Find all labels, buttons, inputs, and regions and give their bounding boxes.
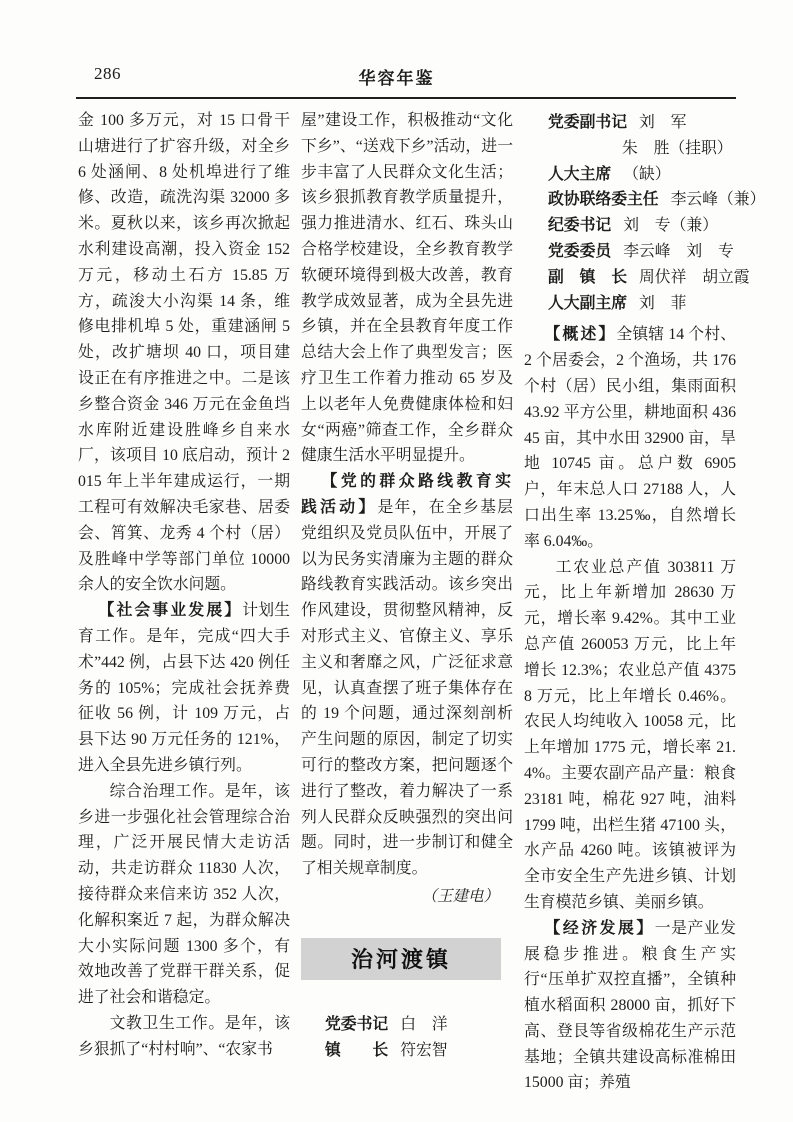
official-name: 刘 军 bbox=[639, 114, 687, 131]
official-name: 朱 胜（挂职） bbox=[622, 139, 733, 157]
official-title-label: 镇 长 bbox=[325, 1041, 389, 1059]
officials-list bbox=[301, 1012, 513, 1064]
official-title-label: 人大副主席 bbox=[548, 294, 627, 312]
column-2 bbox=[301, 108, 513, 1096]
official-title-label: 政协联络委主任 bbox=[548, 191, 659, 209]
section-heading-mass-line: 【党的群众路线教育实践活动】 bbox=[301, 473, 513, 516]
official-title-label: 副 镇 长 bbox=[548, 268, 627, 286]
official-title-label: 纪委书记 bbox=[548, 217, 612, 235]
official-name: 李云峰 刘 专 bbox=[623, 242, 734, 260]
body-paragraph: 屋”建设工作，积极推动“文化下乡”、“送戏下乡”活动，进一步丰富了人民群众文化生活；该乡狠抓教育教学质量提升，强力推进清水、红石、珠头山合格学校建设，全乡教育教学软硬环境得到极大改善，教育教学成效显著，成为全县先进乡镇，并在全县教育年度工作总结大会上作了典型发言；医疗卫生工作着力推动 65 岁及上以老年人免费健康体检和妇女“两癌”筛查工作，全乡群众健康生活水平明显提升。 bbox=[301, 112, 513, 465]
section-text: 全镇辖 14 个村、2 个居委会，2 个渔场，共 176 个村（居）民小组，集雨面积 43.92 平方公里，耕地面积 43645 亩，其中水田 32900 亩，旱地 10745 亩。总户数 6905 户，年末总人口 27188 人，人口出生率 13.25‰，自然增长率 6.04‰。 bbox=[524, 326, 736, 550]
official-name: 周伏祥 胡立霞 bbox=[639, 268, 750, 286]
official-title-label: 党委书记 bbox=[325, 1015, 389, 1033]
section-paragraph-overview bbox=[524, 322, 736, 554]
body-paragraph: 综合治理工作。是年，该乡进一步强化社会管理综合治理，广泛开展民情大走访活动，共走访群众 11830 人次，接待群众来信来访 352 人次，化解积案近 7 起，为群众解决大小实际问题 1300 多个，有效地改善了党群干群关系，促进了社会和谐稳定。 bbox=[78, 782, 290, 1007]
section-heading-social-programs: 【社会事业发展】 bbox=[98, 602, 243, 620]
official-name: 白 洋 bbox=[400, 1015, 448, 1033]
section-heading-economy: 【经济发展】 bbox=[544, 919, 655, 937]
officials-list-continued bbox=[524, 110, 766, 316]
section-text: 计划生育工作。是年，完成“四大手术”442 例，占县下达 420 例任务的 105%；完成社会抚养费征收 56 例，计 109 万元，占县下达 90 万元任务的 121%，进入全县先进乡镇行列。 bbox=[78, 602, 290, 774]
official-name: （缺） bbox=[623, 165, 671, 183]
official-row bbox=[524, 136, 736, 162]
section-text: 是年，在全乡基层党组织及党员队伍中，开展了以为民务实清廉为主题的群众路线教育实践活动。该乡突出作风建设，贯彻整风精神，反对形式主义、官僚主义、享乐主义和奢靡之风，广泛征求意见，认真查摆了班子集体存在的 19 个问题，通过深刻剖析产生问题的原因，制定了切实可行的整改方案，把问题逐个进行了整改，着力解决了一系列人民群众反映强烈的突出问题。同时，进一步制订和健全了相关规章制度。 bbox=[301, 498, 513, 878]
book-title: 华容年鉴 bbox=[358, 69, 435, 88]
official-row bbox=[524, 291, 736, 317]
section-paragraph-mass-line bbox=[301, 469, 513, 882]
official-title-label: 人大主席 bbox=[548, 165, 612, 183]
page-number: 286 bbox=[94, 64, 121, 83]
official-name: 李云峰（兼） bbox=[670, 191, 766, 209]
section-paragraph-social-programs bbox=[78, 598, 290, 779]
section-heading-overview: 【概述】 bbox=[544, 326, 617, 344]
official-row bbox=[524, 265, 750, 291]
body-paragraph: 金 100 多万元，对 15 口骨干山塘进行了扩容升级，对全乡 6 处涵闸、8 处机埠进行了维修、改造，疏洗沟渠 32000 多米。夏秋以来，该乡再次掀起水利建设高潮，投入资金 152 万元，移动土石方 15.85 万方，疏浚大小沟渠 14 条，维修电排机埠 5 处，重建涵闸 5 处，改扩塘坝 40 口，项目建设正在有序推进之中。二是该乡整合资金 346 万元在金鱼垱水库附近建设胜峰乡自来水厂，该项目 10 底启动，预计 2015 年上半年建成运行，一期工程可有效解决毛家巷、居委会、筲箕、龙秀 4 个村（居）及胜峰中学等部门单位 10000 余人的安全饮水问题。 bbox=[78, 112, 290, 594]
official-name: 刘 菲 bbox=[639, 294, 687, 312]
official-row bbox=[301, 1038, 513, 1064]
official-row bbox=[524, 162, 736, 188]
page-content bbox=[78, 108, 766, 1096]
official-name: 刘 专（兼） bbox=[623, 217, 718, 235]
header-rule bbox=[76, 97, 736, 99]
official-row bbox=[524, 187, 766, 213]
section-text: 一是产业发展稳步推进。粮食生产实行“压单扩双控直播”，全镇种植水稻面积 28000 亩，抓好下高、登艮等省级棉花生产示范基地；全镇共建设高标准棉田 15000 亩；养殖 bbox=[524, 919, 736, 1092]
official-row bbox=[524, 213, 736, 239]
body-paragraph: 工农业总产值 303811 万元，比上年新增加 28630 万元，增长率 9.42%。其中工业总产值 260053 万元，比上年增长 12.3%；农业总产值 43758 万元，比上年增长 0.46%。农民人均纯收入 10058 元，比上年增加 1775 元，增长率 21.4%。主要农副产品产量：粮食 23181 吨，棉花 927 吨，油料 1799 吨，出栏生猪 47100 头，水产品 4260 吨。该镇被评为全市安全生产先进乡镇、计划生育模范乡镇、美丽乡镇。 bbox=[524, 558, 736, 911]
section-paragraph-economy bbox=[524, 916, 736, 1097]
town-title: 治河渡镇 bbox=[350, 947, 451, 973]
official-title-label: 党委副书记 bbox=[548, 114, 627, 131]
author-signature: （王建电） bbox=[421, 887, 499, 905]
town-title-box bbox=[301, 938, 501, 980]
official-title-label: 党委委员 bbox=[548, 242, 612, 260]
body-paragraph: 文教卫生工作。是年，该乡狠抓了“村村响”、“农家书 bbox=[78, 1014, 290, 1058]
official-row bbox=[301, 1012, 513, 1038]
official-row bbox=[524, 239, 736, 265]
official-row bbox=[524, 110, 736, 136]
official-name: 符宏智 bbox=[400, 1041, 448, 1059]
column-1 bbox=[78, 108, 290, 1096]
column-3 bbox=[524, 108, 766, 1096]
